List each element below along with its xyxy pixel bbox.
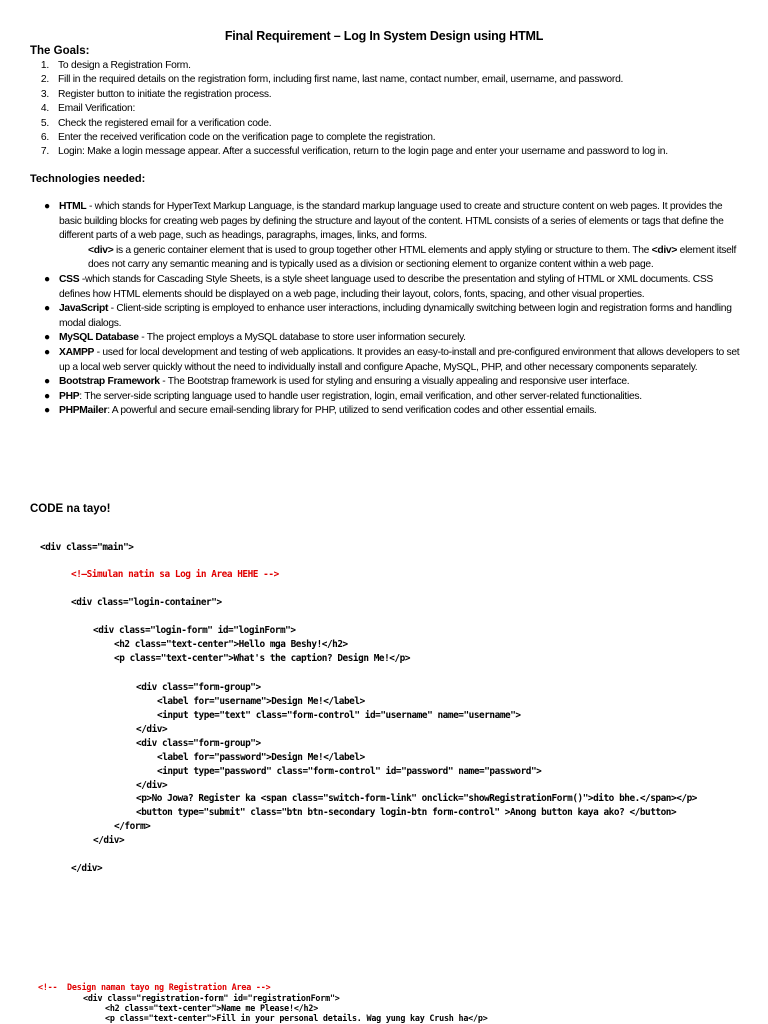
goals-heading: The Goals:: [30, 45, 90, 57]
bullet-icon: ●: [44, 273, 50, 285]
code-line: <input type="password" class="form-control" id="password" name="password">: [157, 766, 542, 777]
list-item: 5. Check the registered email for a verification code.: [40, 117, 272, 129]
code-line: <div class="main">: [40, 542, 134, 553]
list-item: ● PHP: The server-side scripting language used to handle user registration, login, email verification, and other server-related functionalities.: [44, 390, 744, 405]
list-item: ● PHPMailer: A powerful and secure email-sending library for PHP, utilized to send verification codes and other essential emails.: [44, 404, 744, 419]
list-item: 2. Fill in the required details on the registration form, including first name, last name, contact number, email, username, and password.: [40, 74, 624, 86]
code-line: </div>: [136, 724, 168, 735]
bullet-icon: ●: [44, 405, 50, 417]
list-item: 1. To design a Registration Form.: [40, 60, 191, 71]
list-item: 4. Email Verification:: [40, 103, 136, 115]
code-line: <div class="login-container">: [71, 597, 222, 608]
code-line: <p>No Jowa? Register ka <span class="switch-form-link" onclick="showRegistrationForm()">dito bhe.</span></p>: [136, 793, 697, 804]
code-line: </form>: [114, 821, 151, 832]
bullet-icon: ●: [44, 346, 50, 358]
code-line: <h2 class="text-center">Hello mga Beshy!</h2>: [114, 639, 348, 650]
code-line: <button type="submit" class="btn btn-secondary login-btn form-control" >Anong button kaya ako? </button>: [136, 807, 677, 818]
bullet-icon: ●: [44, 201, 50, 212]
bullet-icon: ●: [44, 332, 50, 344]
list-item: ● JavaScript - Client-side scripting is employed to enhance user interactions, including dynamically switching between login and registration forms and handling modal dialogs.: [44, 303, 732, 329]
code-line: <label for="password">Design Me!</label>: [157, 752, 365, 763]
code-line: <div class="form-group">: [136, 682, 261, 693]
bullet-icon: ●: [44, 390, 50, 402]
code-line: <p class="text-center">What's the caption? Design Me!</p>: [114, 653, 411, 664]
technologies-list: [44, 200, 744, 419]
document-title: Final Requirement – Log In System Design using HTML: [224, 29, 544, 43]
technologies-heading: Technologies needed:: [30, 173, 146, 185]
list-item: ● HTML - which stands for HyperText Markup Language, is the standard markup language used to create and structure content on web pages. It provides the basic building blocks for creating web pages by defining the structure and layout of the content. HTML consists of a series of elements or tags that define the different parts of a web page, such as headings, paragraphs, images, links, and forms. <div> is a generic container element that is used to group together other HTML elements and apply styling or structure to them. The <div> element itself does not carry any semantic meaning and is typically used as a division or sectioning element to organize content within a web page.: [44, 200, 744, 273]
list-item: ● MySQL Database - The project employs a MySQL database to store user information securely.: [44, 331, 744, 346]
bullet-icon: ●: [44, 303, 50, 315]
code-line: </div>: [93, 835, 125, 846]
div-note: <div> is a generic container element that is used to group together other HTML elements and apply styling or structure to them. The <div> element itself does not carry any semantic meaning and is typically used as a division or sectioning element to organize content within a web page.: [88, 244, 737, 271]
list-item: 7. Login: Make a login message appear. After a successful verification, return to the login page and enter your username and password to log in.: [40, 146, 668, 158]
list-item: ● XAMPP - used for local development and testing of web applications. It provides an easy-to-install and pre-configured environment that allows developers to set up a local web server quickly without the need to individually install and configure Apache, MySQL, PHP, and other necessary components separately.: [44, 346, 740, 373]
list-item: ● CSS -which stands for Cascading Style Sheets, is a style sheet language used to describe the presentation and styling of HTML or XML documents. CSS defines how HTML elements should be displayed on a web page, including their layout, colors, fonts, spacing, and other visual properties.: [44, 273, 713, 300]
code-line: <h2 class="text-center">Name me Please!</h2>: [105, 1003, 319, 1013]
code-heading: CODE na tayo!: [30, 503, 111, 515]
code-line: <p class="text-center">Fill in your personal details. Wag yung kay Crush ha</p>: [105, 1013, 488, 1023]
code-line: <input type="text" class="form-control" id="username" name="username">: [157, 710, 521, 721]
list-item: ● Bootstrap Framework - The Bootstrap framework is used for styling and ensuring a visually appealing and responsive user interface.: [44, 375, 744, 390]
code-comment: <!—Simulan natin sa Log in Area HEHE -->: [71, 569, 279, 580]
code-line: <div class="login-form" id="loginForm">: [93, 625, 296, 636]
goals-list: [30, 59, 668, 160]
list-item: 6. Enter the received verification code on the verification page to complete the registration.: [40, 132, 436, 144]
code-comment: <!-- Design naman tayo ng Registration Area -->: [38, 982, 271, 992]
code-line: <div class="registration-form" id="registrationForm">: [83, 993, 340, 1003]
list-item: 3. Register button to initiate the registration process.: [40, 88, 272, 100]
code-line: <div class="form-group">: [136, 738, 261, 749]
code-line: </div>: [136, 780, 168, 791]
code-line: <label for="username">Design Me!</label>: [157, 696, 365, 707]
code-line: </div>: [71, 863, 103, 874]
bullet-icon: ●: [44, 376, 50, 388]
